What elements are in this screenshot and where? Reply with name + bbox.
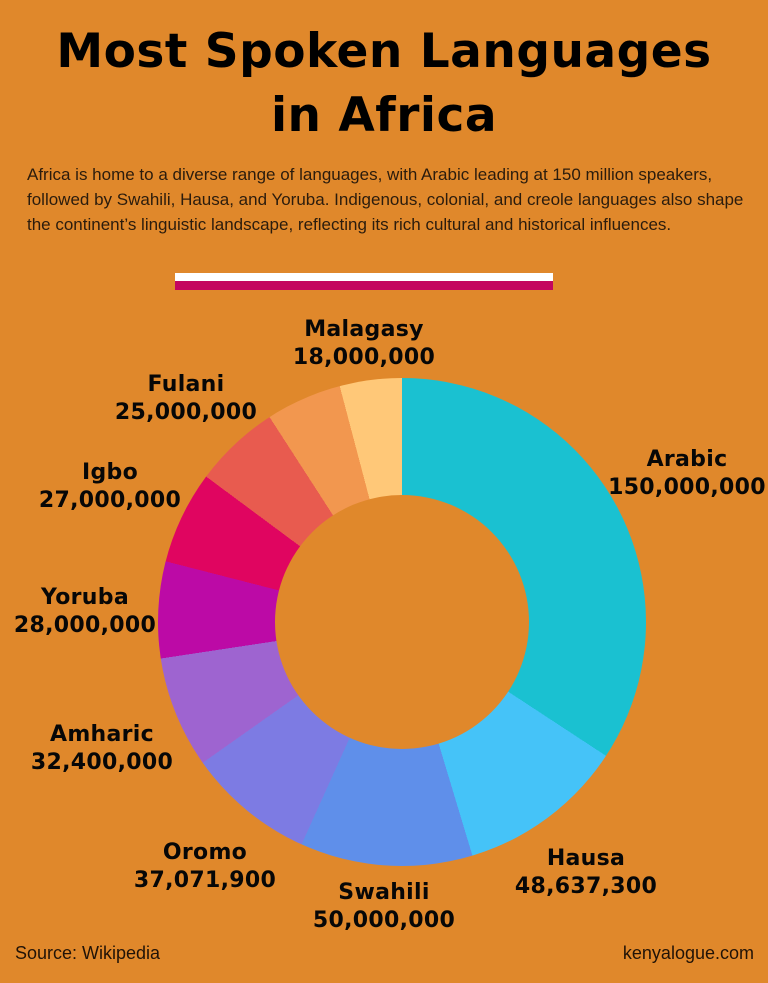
slice-value: 32,400,000 — [30, 750, 174, 775]
slice-label-igbo — [0, 459, 240, 515]
page-title-line1: Most Spoken Languages — [56, 24, 712, 79]
page-title — [0, 20, 768, 148]
slice-name: Hausa — [546, 846, 626, 871]
slice-label-yoruba — [0, 584, 215, 640]
slice-name: Yoruba — [41, 585, 129, 610]
slice-value: 50,000,000 — [312, 908, 456, 933]
slice-label-oromo — [75, 839, 335, 895]
slice-name: Arabic — [646, 447, 728, 472]
divider-bar — [175, 273, 553, 290]
slice-value: 28,000,000 — [13, 613, 157, 638]
slice-name: Swahili — [338, 880, 430, 905]
slice-value: 150,000,000 — [608, 475, 766, 500]
slice-value: 25,000,000 — [114, 400, 258, 425]
source-credit: Source: Wikipedia — [15, 943, 161, 963]
slice-label-arabic — [557, 446, 768, 502]
slice-label-malagasy — [234, 316, 494, 372]
website-credit: kenyalogue.com — [622, 943, 754, 963]
slice-name: Igbo — [82, 460, 138, 485]
slice-label-fulani — [56, 371, 316, 427]
slice-value: 48,637,300 — [514, 874, 658, 899]
divider-bar-magenta — [175, 281, 553, 290]
slice-value: 27,000,000 — [38, 488, 182, 513]
slice-name: Fulani — [147, 372, 225, 397]
divider-bar-white — [175, 273, 553, 281]
intro-paragraph: Africa is home to a diverse range of languages, with Arabic leading at 150 million speakers, followed by Swahili, Hausa, and Yoruba. Indigenous, colonial, and creole languages also shape the continent’s linguistic landscape, reflecting its rich cultural and historical influences. — [27, 165, 744, 234]
slice-value: 18,000,000 — [292, 345, 436, 370]
slice-label-amharic — [0, 721, 232, 777]
page-title-line2: in Africa — [270, 88, 498, 143]
slice-value: 37,071,900 — [133, 868, 277, 893]
slice-name: Amharic — [50, 722, 154, 747]
donut-hole — [275, 495, 529, 749]
slice-name: Malagasy — [304, 317, 424, 342]
slice-name: Oromo — [162, 840, 248, 865]
